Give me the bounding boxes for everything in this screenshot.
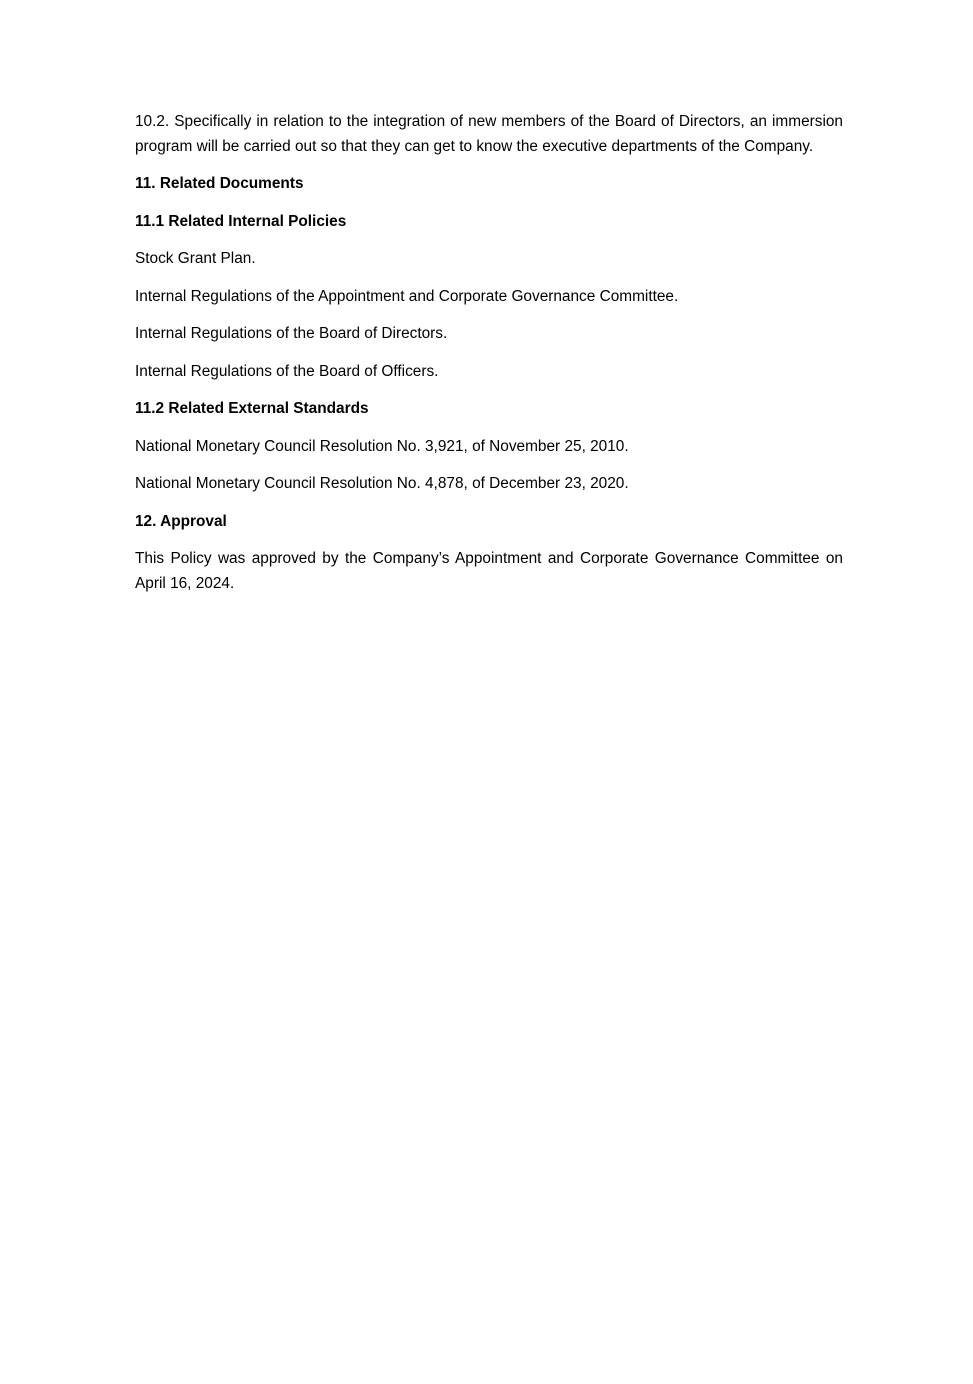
document-page [135,110,843,609]
external-standard-item: National Monetary Council Resolution No. 4,878, of December 23, 2020. [135,475,629,492]
intro-paragraph: 10.2. Specifically in relation to the integration of new members of the Board of Directors, an immersion program will be carried out so that they can get to know the executive departments of the Company. [135,113,843,155]
internal-policy-item: Stock Grant Plan. [135,250,256,267]
section-11-heading: 11. Related Documents [135,175,304,192]
internal-policy-item: Internal Regulations of the Board of Officers. [135,362,439,380]
external-standard-item: National Monetary Council Resolution No. 3,921, of November 25, 2010. [135,437,629,455]
section-11-2-heading: 11.2 Related External Standards [135,400,369,417]
section-12-heading: 12. Approval [135,512,227,530]
section-11-1-heading: 11.1 Related Internal Policies [135,212,347,230]
approval-paragraph: This Policy was approved by the Company’s Appointment and Corporate Governance Committee on April 16, 2024. [135,550,843,592]
internal-policy-item: Internal Regulations of the Board of Directors. [135,325,448,342]
internal-policy-item: Internal Regulations of the Appointment and Corporate Governance Committee. [135,287,679,305]
